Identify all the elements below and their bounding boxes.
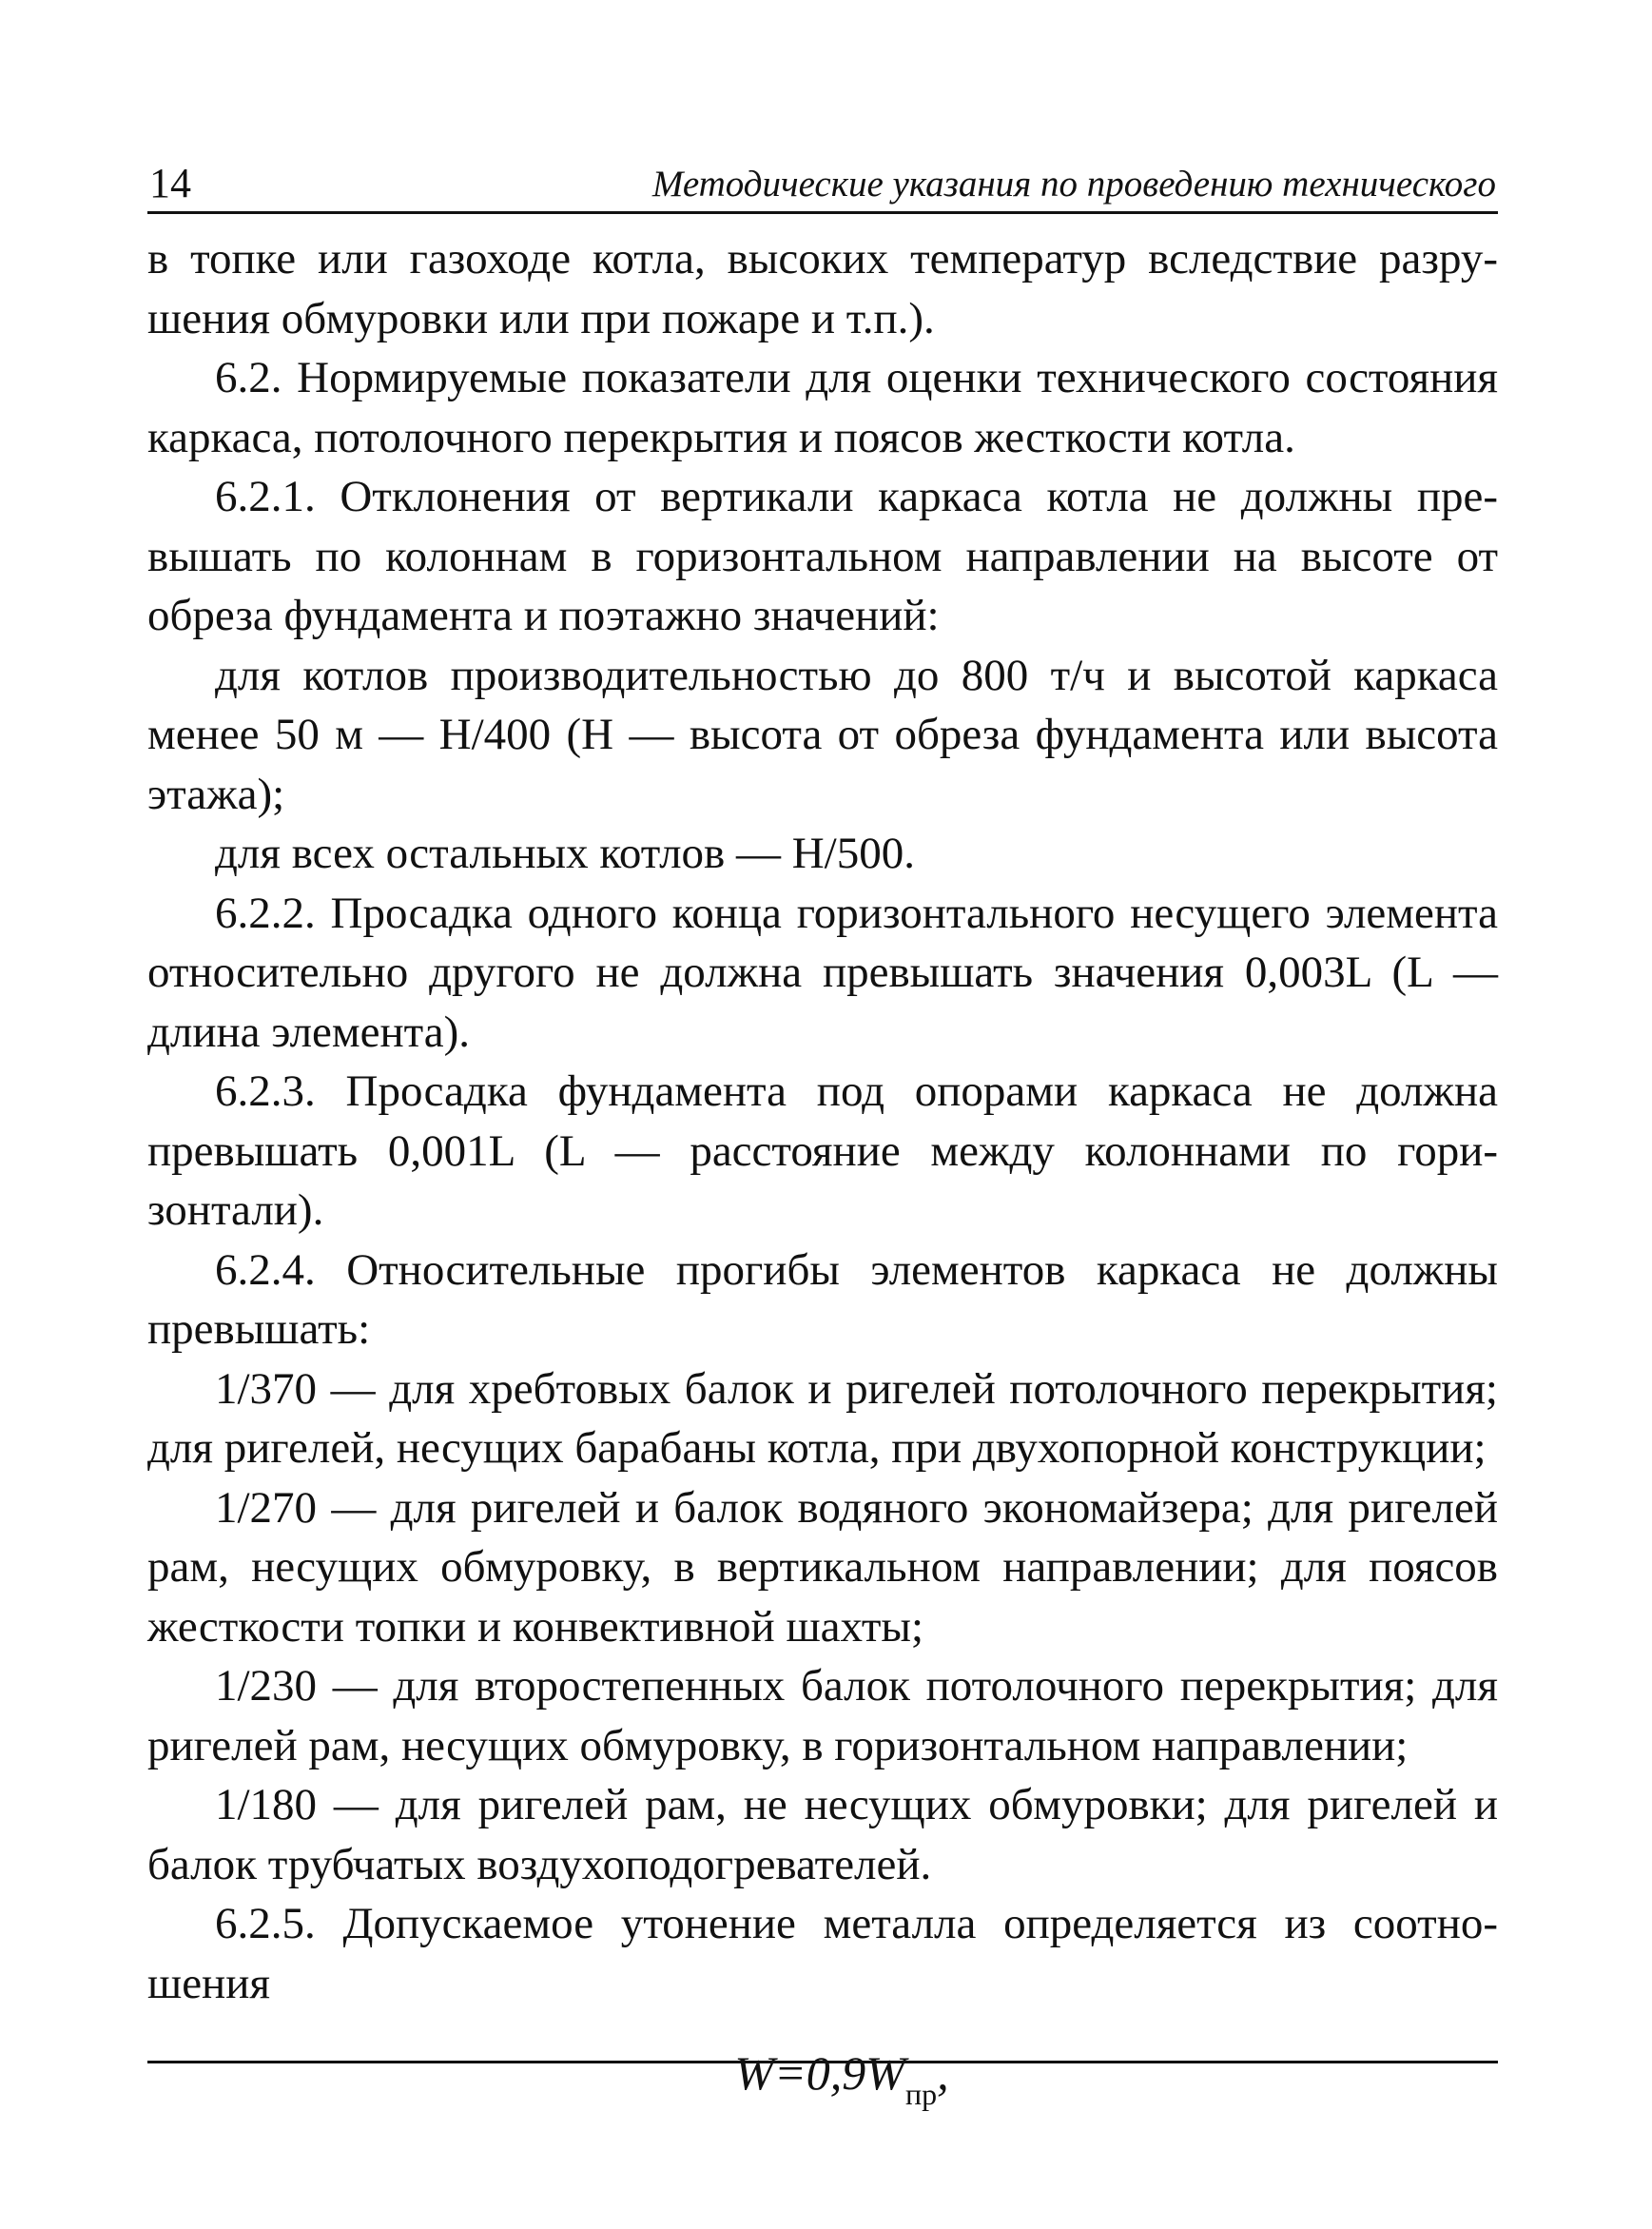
paragraph: 6.2.5. Допускаемое утонение металла определяется из соотношения [147,1899,1498,2008]
paragraph: для всех остальных котлов — H/500. [215,829,915,878]
running-title: Методические указания по проведению технического [651,164,1496,205]
formula [147,2045,1498,2112]
paragraph: для котлов производительностью до 800 т/ч и высотой каркаса менее 50 м — H/400 (H — высота от обреза фундамента или высота этажа); [147,650,1498,819]
page-header [147,152,1498,214]
paragraph: 6.2. Нормируемые показатели для оценки технического состояния каркаса, потолочного перекрытия и поясов жесткости котла. [147,353,1498,462]
formula-subscript: пр [904,2077,938,2111]
paragraph: в топке или газоходе котла, высоких температур вследствие разрушения обмуровки или при пожаре и т.п.). [147,234,1498,343]
footer-rule [147,2061,1498,2063]
body-text [147,229,1498,2013]
paragraph: 1/370 — для хребтовых балок и ригелей потолочного перекрытия; для ригелей, несущих барабаны котла, при двухопорной конструкции; [147,1363,1498,1473]
page [147,152,1498,2112]
paragraph: 1/180 — для ригелей рам, не несущих обмуровки; для ригелей и балок трубчатых воздухоподогревателей. [147,1780,1498,1889]
paragraph: 1/230 — для второстепенных балок потолочного перекрытия; для ригелей рам, несущих обмуровку, в горизонтальном направлении; [147,1661,1498,1770]
paragraph: 6.2.2. Просадка одного конца горизонтального несущего элемента относительно другого не должна превышать значения 0,003L (L — длина элемента). [147,888,1498,1057]
paragraph: 6.2.4. Относительные прогибы элементов каркаса не должны превышать: [147,1244,1498,1354]
paragraph: 1/270 — для ригелей и балок водяного экономайзера; для ригелей рам, несущих обмуровку, в вертикальном направлении; для поясов жесткости топки и конвективной шахты; [147,1482,1498,1652]
formula-trailing: , [937,2046,949,2100]
paragraph: 6.2.1. Отклонения от вертикали каркаса котла не должны превышать по колоннам в горизонтальном направлении на высоте от обреза фундамента и поэтажно значений: [147,472,1498,640]
formula-main: W=0,9W [734,2046,905,2100]
paragraph: 6.2.3. Просадка фундамента под опорами каркаса не должна превышать 0,001L (L — расстояние между колоннами по горизонтали). [147,1066,1498,1235]
page-number: 14 [149,160,191,206]
